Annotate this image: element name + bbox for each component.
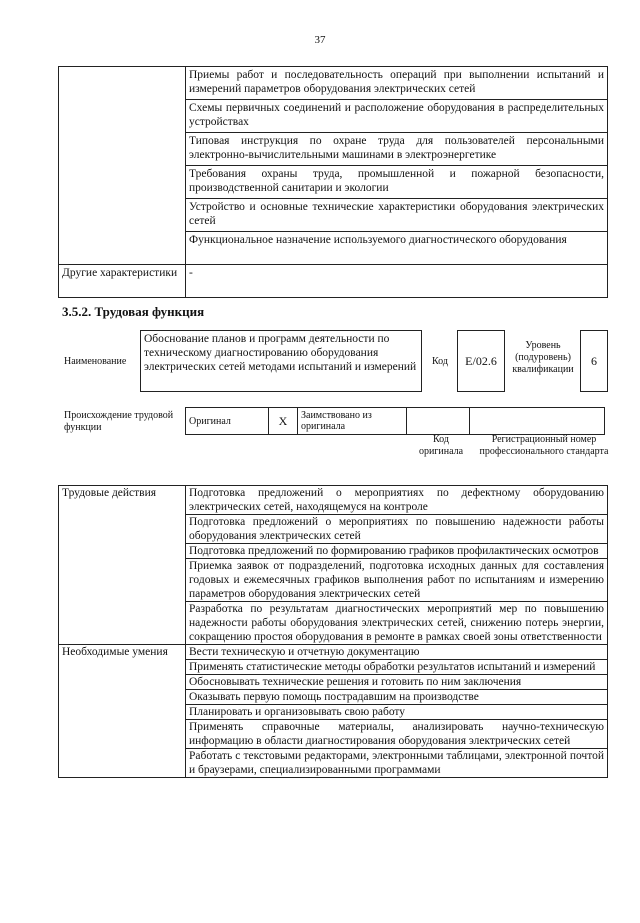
original-label: Оригинал xyxy=(186,408,269,435)
action-item: Приемка заявок от подразделений, подготовка исходных данных для составления годовых и ежемесячных графиков выполнения работ по испытаниям и измерению параметров оборудования электрических сетей xyxy=(186,559,608,602)
skills-label: Необходимые умения xyxy=(59,645,186,778)
knowledge-item: Схемы первичных соединений и расположение оборудования в распределительных устройствах xyxy=(186,100,608,133)
knowledge-label-cell xyxy=(59,67,186,265)
code-label: Код xyxy=(432,356,448,367)
name-label: Наименование xyxy=(64,356,127,367)
borrowed-label: Заимствовано из оригинала xyxy=(298,408,407,435)
other-characteristics-label: Другие характеристики xyxy=(59,265,186,298)
knowledge-table xyxy=(58,66,608,298)
action-item: Подготовка предложений о мероприятиях по повышению надежности работы оборудования электрических сетей xyxy=(186,515,608,544)
action-item: Подготовка предложений о мероприятиях по дефектному оборудованию электрических сетей, находящемуся на контроле xyxy=(186,486,608,515)
level-label: Уровень (подуровень) квалификации xyxy=(512,340,574,375)
knowledge-item: Устройство и основные технические характеристики оборудования электрических сетей xyxy=(186,199,608,232)
skill-item: Планировать и организовывать свою работу xyxy=(186,705,608,720)
original-code-cell xyxy=(407,408,470,435)
action-item: Подготовка предложений по формированию графиков профилактических осмотров xyxy=(186,544,608,559)
other-characteristics-value: - xyxy=(186,265,608,298)
skill-item: Применять статистические методы обработки результатов испытаний и измерений xyxy=(186,660,608,675)
reg-number-cell xyxy=(470,408,605,435)
page-number: 37 xyxy=(314,34,326,46)
origin-label: Происхождение трудовой функции xyxy=(64,410,174,433)
actions-label: Трудовые действия xyxy=(59,486,186,645)
skill-item: Обосновывать технические решения и готовить по ним заключения xyxy=(186,675,608,690)
skill-item: Работать с текстовыми редакторами, электронными таблицами, электронной почтой и браузерами, специализированными программами xyxy=(186,749,608,778)
origin-table xyxy=(185,407,605,435)
function-level: 6 xyxy=(580,330,608,392)
original-mark: X xyxy=(269,408,298,435)
knowledge-item: Приемы работ и последовательность операций при выполнении испытаний и измерений параметров оборудования электрических сетей xyxy=(186,67,608,100)
code-caption: Код оригинала xyxy=(418,434,464,457)
function-code: E/02.6 xyxy=(457,330,505,392)
function-name: Обоснование планов и программ деятельности по техническому диагностированию оборудования электрических сетей методами испытаний и измерений xyxy=(140,330,422,392)
knowledge-item: Требования охраны труда, промышленной и пожарной безопасности, производственной санитарии и экологии xyxy=(186,166,608,199)
section-title: 3.5.2. Трудовая функция xyxy=(62,304,205,319)
function-details-table xyxy=(58,485,608,778)
action-item: Разработка по результатам диагностических мероприятий мер по повышению надежности работы оборудования электрических сетей, снижению потерь энергии, сокращению простоя оборудования в ремонте в рамках своей зоны ответственности xyxy=(186,602,608,645)
skill-item: Вести техническую и отчетную документацию xyxy=(186,645,608,660)
skill-item: Применять справочные материалы, анализировать научно-техническую информацию в области диагностирования оборудования электрических сетей xyxy=(186,720,608,749)
knowledge-item: Функциональное назначение используемого диагностического оборудования xyxy=(186,232,608,265)
skill-item: Оказывать первую помощь пострадавшим на производстве xyxy=(186,690,608,705)
reg-caption: Регистрационный номер профессионального стандарта xyxy=(479,434,609,457)
knowledge-item: Типовая инструкция по охране труда для пользователей персональными электронно-вычислительными машинами в электроэнергетике xyxy=(186,133,608,166)
